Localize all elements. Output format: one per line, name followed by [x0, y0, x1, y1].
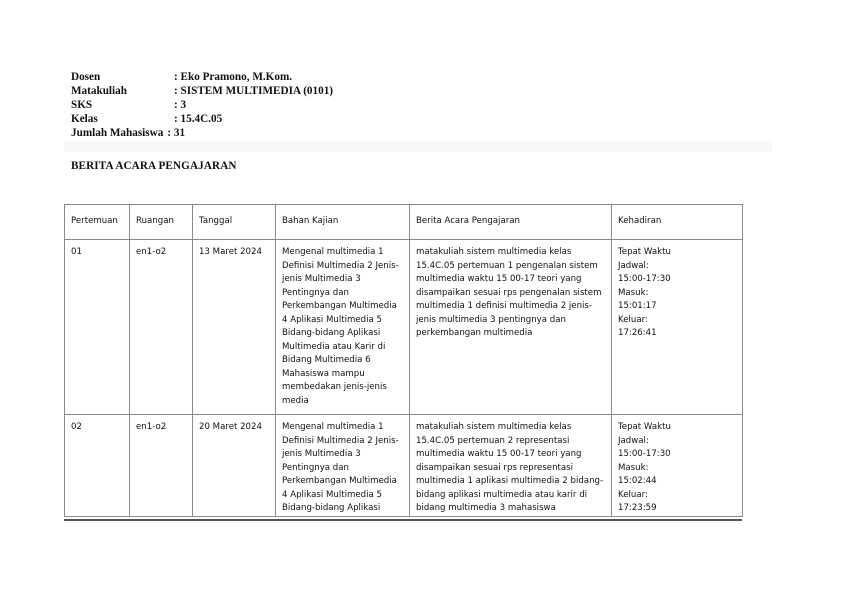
header-divider-band — [64, 141, 772, 152]
matakuliah-label: Matakuliah — [71, 85, 127, 98]
kelas-row — [71, 112, 333, 126]
pertemuan-cell: 01 — [65, 240, 130, 415]
keluar-value: 17:23:59 — [618, 503, 657, 513]
matakuliah-value: : SISTEM MULTIMEDIA (0101) — [174, 85, 334, 98]
berita-acara-cell: matakuliah sistem multimedia kelas 15.4C.05 pertemuan 1 pengenalan sistem multimedia waktu 15 00-17 teori yang disampaikan sesuai rps pengenalan sistem multimedia 1 definisi multimedia 2 jenis-jenis multimedia 3 pentingnya dan perkembangan multimedia — [410, 240, 612, 415]
kelas-label: Kelas — [71, 113, 98, 126]
ruangan-cell: en1-o2 — [130, 240, 193, 415]
kehadiran-status: Tepat Waktu — [618, 422, 671, 432]
tanggal-cell: 20 Maret 2024 — [193, 415, 276, 517]
tanggal-cell: 13 Maret 2024 — [193, 240, 276, 415]
masuk-label: Masuk: — [618, 462, 649, 473]
course-info-header — [71, 70, 333, 140]
dosen-label: Dosen — [71, 71, 101, 83]
kehadiran-status: Tepat Waktu — [618, 247, 671, 257]
table-row — [65, 415, 743, 517]
table-bottom-border — [64, 519, 742, 521]
document-title: BERITA ACARA PENGAJARAN — [71, 160, 237, 172]
dosen-row — [71, 70, 333, 84]
jumlah-mahasiswa-row — [71, 126, 333, 140]
column-header-tanggal: Tanggal — [193, 205, 276, 240]
masuk-value: 15:01:17 — [618, 301, 657, 311]
column-header-kehadiran: Kehadiran — [612, 205, 743, 240]
kelas-value: : 15.4C.05 — [174, 113, 223, 126]
column-header-pertemuan: Pertemuan — [65, 205, 130, 240]
kehadiran-cell — [612, 415, 743, 517]
keluar-label: Keluar: — [618, 489, 648, 500]
table-header-row — [65, 205, 743, 240]
bahan-kajian-cell: Mengenal multimedia 1 Definisi Multimedia 2 Jenis-jenis Multimedia 3 Pentingnya dan Perkembangan Multimedia 4 Aplikasi Multimedia 5 Bidang-bidang Aplikasi — [276, 415, 410, 517]
jadwal-value: 15:00-17:30 — [618, 449, 671, 459]
pertemuan-cell: 02 — [65, 415, 130, 517]
sks-label: SKS — [71, 99, 93, 112]
keluar-value: 17:26:41 — [618, 328, 657, 338]
keluar-label: Keluar: — [618, 314, 648, 325]
column-header-berita-acara: Berita Acara Pengajaran — [410, 205, 612, 240]
column-header-bahan-kajian: Bahan Kajian — [276, 205, 410, 240]
sks-row — [71, 98, 333, 112]
table-row — [65, 240, 743, 415]
column-header-ruangan: Ruangan — [130, 205, 193, 240]
dosen-value: : Eko Pramono, M.Kom. — [174, 71, 293, 83]
jadwal-label: Jadwal: — [618, 435, 649, 446]
jadwal-label: Jadwal: — [618, 260, 649, 271]
jadwal-value: 15:00-17:30 — [618, 274, 671, 284]
masuk-value: 15:02:44 — [618, 476, 657, 486]
ruangan-cell: en1-o2 — [130, 415, 193, 517]
jumlah-mahasiswa-label: Jumlah Mahasiswa — [71, 127, 164, 140]
jumlah-mahasiswa-value: : 31 — [167, 127, 186, 140]
sks-value: : 3 — [174, 99, 187, 112]
kehadiran-cell — [612, 240, 743, 415]
masuk-label: Masuk: — [618, 287, 649, 298]
matakuliah-row — [71, 84, 333, 98]
bahan-kajian-cell: Mengenal multimedia 1 Definisi Multimedia 2 Jenis-jenis Multimedia 3 Pentingnya dan Perkembangan Multimedia 4 Aplikasi Multimedia 5 Bidang-bidang Aplikasi Multimedia atau Karir di Bidang Multimedia 6 Mahasiswa mampu membedakan jenis-jenis media — [276, 240, 410, 415]
berita-acara-cell: matakuliah sistem multimedia kelas 15.4C.05 pertemuan 2 representasi multimedia waktu 15 00-17 teori yang disampaikan sesuai rps representasi multimedia 1 aplikasi multimedia 2 bidang-bidang aplikasi multimedia atau karir di bidang multimedia 3 mahasiswa — [410, 415, 612, 517]
berita-acara-table — [64, 204, 743, 517]
